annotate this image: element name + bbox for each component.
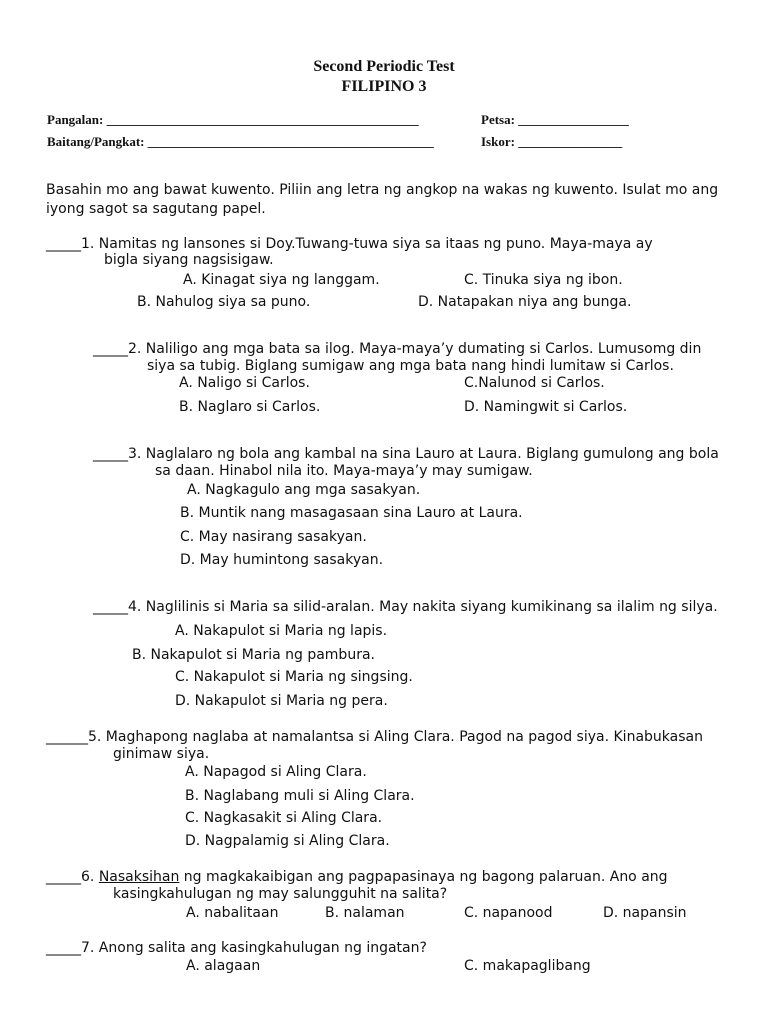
choice-2a: A. Naligo si Carlos. <box>179 375 310 391</box>
question-2 <box>93 341 701 358</box>
name-label: Pangalan: <box>47 112 104 127</box>
question-6 <box>46 869 668 886</box>
date-label: Petsa: <box>481 112 515 127</box>
question-3 <box>93 446 719 463</box>
question-text: 3. Naglalaro ng bola ang kambal na sina Lauro at Laura. Biglang gumulong ang bola <box>128 446 719 462</box>
score-line: ________________ <box>518 134 623 149</box>
question-1 <box>46 236 653 253</box>
page-title: Second Periodic Test <box>313 58 455 75</box>
date-line: _________________ <box>518 112 629 127</box>
choice-7c: C. makapaglibang <box>464 958 591 974</box>
choice-6b: B. nalaman <box>325 905 405 921</box>
question-5-line-2: ginimaw siya. <box>113 746 210 762</box>
instructions-line-2: iyong sagot sa sagutang papel. <box>46 201 266 217</box>
answer-blank: _____ <box>46 236 81 252</box>
question-text: 4. Naglilinis si Maria sa silid-aralan. May nakita siyang kumikinang sa ilalim ng silya. <box>128 599 718 615</box>
date-field <box>481 112 629 128</box>
grade-field <box>47 134 434 150</box>
question-6-line-2: kasingkahulugan ng may salungguhit na salita? <box>113 886 448 902</box>
choice-4a: A. Nakapulot si Maria ng lapis. <box>175 623 388 639</box>
instructions-line-1: Basahin mo ang bawat kuwento. Piliin ang letra ng angkop na wakas ng kuwento. Isulat mo ang <box>46 182 719 198</box>
choice-4d: D. Nakapulot si Maria ng pera. <box>175 693 388 709</box>
score-field <box>481 134 622 150</box>
choice-4b: B. Nakapulot si Maria ng pambura. <box>132 647 375 663</box>
answer-blank: _____ <box>93 341 128 357</box>
choice-1d: D. Natapakan niya ang bunga. <box>418 294 632 310</box>
choice-5d: D. Nagpalamig si Aling Clara. <box>185 833 390 849</box>
grade-label: Baitang/Pangkat: <box>47 134 145 149</box>
choice-7a: A. alagaan <box>186 958 261 974</box>
answer-blank: _____ <box>93 599 128 615</box>
answer-blank: _____ <box>93 446 128 462</box>
choice-3a: A. Nagkagulo ang mga sasakyan. <box>187 482 421 498</box>
choice-3c: C. May nasirang sasakyan. <box>180 529 367 545</box>
underlined-word: Nasaksihan <box>98 869 180 885</box>
answer-blank: _____ <box>46 940 81 956</box>
question-text: 2. Naliligo ang mga bata sa ilog. Maya-maya’y dumating si Carlos. Lumusomg din <box>128 341 702 357</box>
question-5 <box>46 729 703 746</box>
answer-blank: ______ <box>46 729 88 745</box>
question-number: 6. <box>81 869 99 885</box>
name-field <box>47 112 419 128</box>
question-3-line-2: sa daan. Hinabol nila ito. Maya-maya’y may sumigaw. <box>155 463 533 479</box>
choice-4c: C. Nakapulot si Maria ng singsing. <box>175 669 413 685</box>
choice-2d: D. Namingwit si Carlos. <box>464 399 628 415</box>
subject-title: FILIPINO 3 <box>341 78 427 95</box>
question-text: 5. Maghapong naglaba at namalantsa si Aling Clara. Pagod na pagod siya. Kinabukasan <box>88 729 703 745</box>
question-2-line-2: siya sa tubig. Biglang sumigaw ang mga bata nang hindi lumitaw si Carlos. <box>147 358 674 374</box>
question-7 <box>46 940 427 957</box>
choice-3b: B. Muntik nang masagasaan sina Lauro at Laura. <box>180 505 523 521</box>
choice-1b: B. Nahulog siya sa puno. <box>137 294 311 310</box>
choice-6a: A. nabalitaan <box>186 905 279 921</box>
answer-blank: _____ <box>46 869 81 885</box>
question-text: ng magkakaibigan ang pagpapasinaya ng bagong palaruan. Ano ang <box>179 869 668 885</box>
question-1-line-2: bigla siyang nagsisigaw. <box>104 252 274 268</box>
name-line: ________________________________________________ <box>106 112 419 127</box>
choice-2b: B. Naglaro si Carlos. <box>179 399 321 415</box>
grade-line: ____________________________________________ <box>147 134 434 149</box>
choice-3d: D. May humintong sasakyan. <box>180 552 384 568</box>
question-text: 7. Anong salita ang kasingkahulugan ng ingatan? <box>81 940 427 956</box>
choice-2c: C.Nalunod si Carlos. <box>464 375 605 391</box>
choice-5c: C. Nagkasakit si Aling Clara. <box>185 810 383 826</box>
choice-1a: A. Kinagat siya ng langgam. <box>183 272 380 288</box>
choice-5a: A. Napagod si Aling Clara. <box>185 764 367 780</box>
choice-6c: C. napanood <box>464 905 553 921</box>
choice-5b: B. Naglabang muli si Aling Clara. <box>185 788 415 804</box>
question-4 <box>93 599 718 616</box>
choice-1c: C. Tinuka siya ng ibon. <box>464 272 623 288</box>
choice-6d: D. napansin <box>603 905 687 921</box>
score-label: Iskor: <box>481 134 515 149</box>
question-text: 1. Namitas ng lansones si Doy.Tuwang-tuwa siya sa itaas ng puno. Maya-maya ay <box>81 236 653 252</box>
